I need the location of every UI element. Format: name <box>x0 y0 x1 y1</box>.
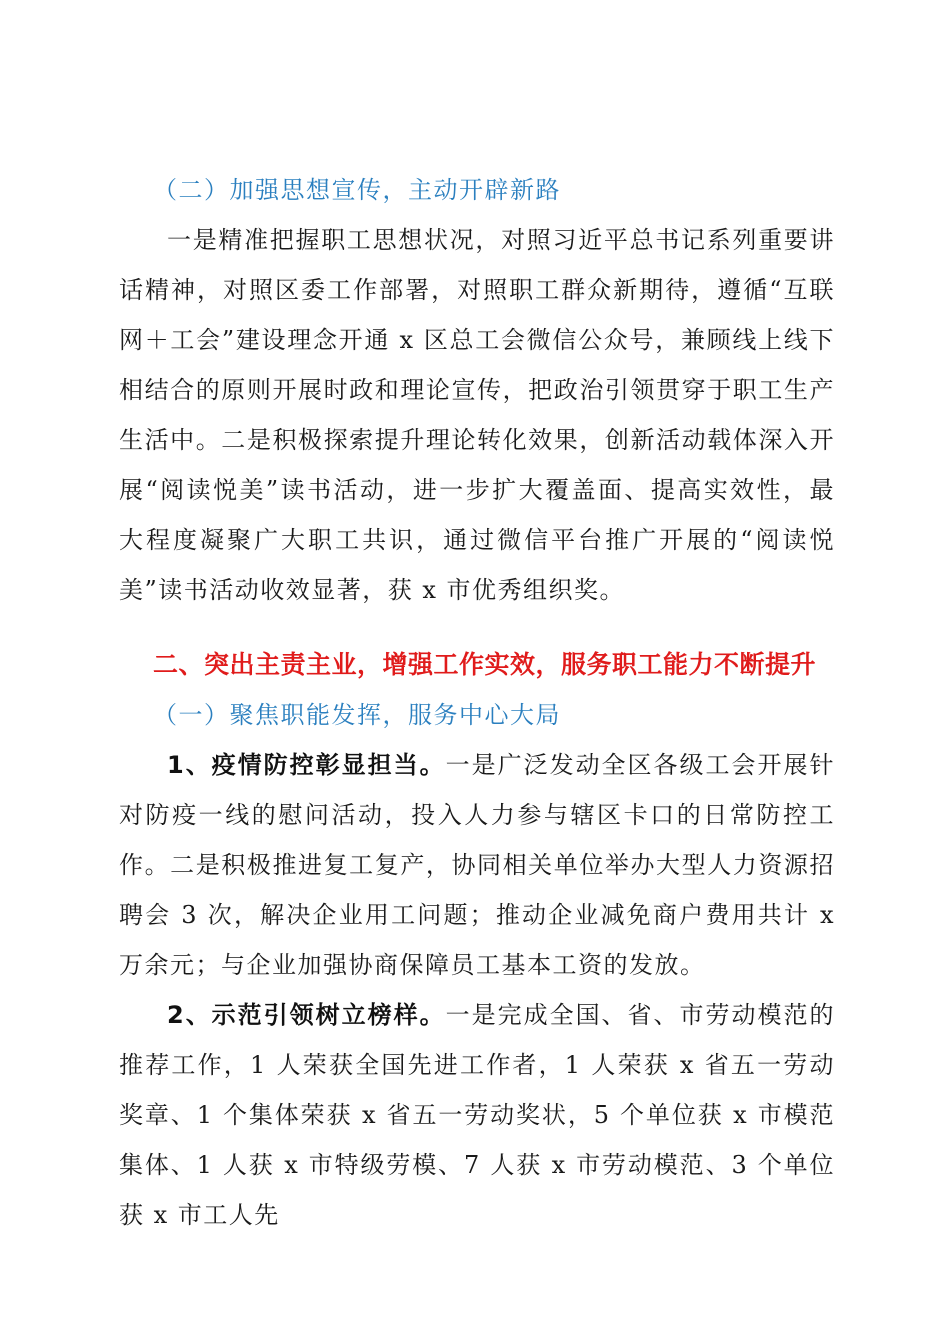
section-subheading: （一）聚焦职能发挥，服务中心大局 <box>153 701 561 729</box>
body-paragraph <box>119 740 835 990</box>
item-text: 一是广泛发动全区各级工会开展针对防疫一线的慰问活动，投入人力参与辖区卡口的日常防控工作。二是积极推进复工复产，协同相关单位举办大型人力资源招聘会 3 次，解决企业用工问题；推动企业减免商户费用共计 x 万余元；与企业加强协商保障员工基本工资的发放。 <box>119 751 835 979</box>
body-paragraph <box>119 990 835 1229</box>
item-lead: 2、示范引领树立榜样。 <box>167 1001 446 1029</box>
body-paragraph: 一是精准把握职工思想状况，对照习近平总书记系列重要讲话精神，对照区委工作部署，对照职工群众新期待，遵循“互联网＋工会”建设理念开通 x 区总工会微信公众号，兼顾线上线下相结合的原则开展时政和理论宣传，把政治引领贯穿于职工生产生活中。二是积极探索提升理论转化效果，创新活动载体深入开展“阅读悦美”读书活动，进一步扩大覆盖面、提高实效性，最大程度凝聚广大职工共识，通过微信平台推广开展的“阅读悦美”读书活动收效显著，获 x 市优秀组织奖。 <box>119 226 835 604</box>
document-body <box>119 165 835 1229</box>
main-heading: 二、突出主责主业，增强工作实效，服务职工能力不断提升 <box>153 650 817 679</box>
section-subheading: （二）加强思想宣传，主动开辟新路 <box>153 176 561 204</box>
item-text: 一是完成全国、省、市劳动模范的推荐工作，1 人荣获全国先进工作者，1 人荣获 x 省五一劳动奖章、1 个集体荣获 x 省五一劳动奖状，5 个单位获 x 市模范集体、1 人获 x 市特级劳模、7 人获 x 市劳动模范、3 个单位获 x 市工人先 <box>119 1001 835 1229</box>
item-lead: 1、疫情防控彰显担当。 <box>167 751 446 779</box>
